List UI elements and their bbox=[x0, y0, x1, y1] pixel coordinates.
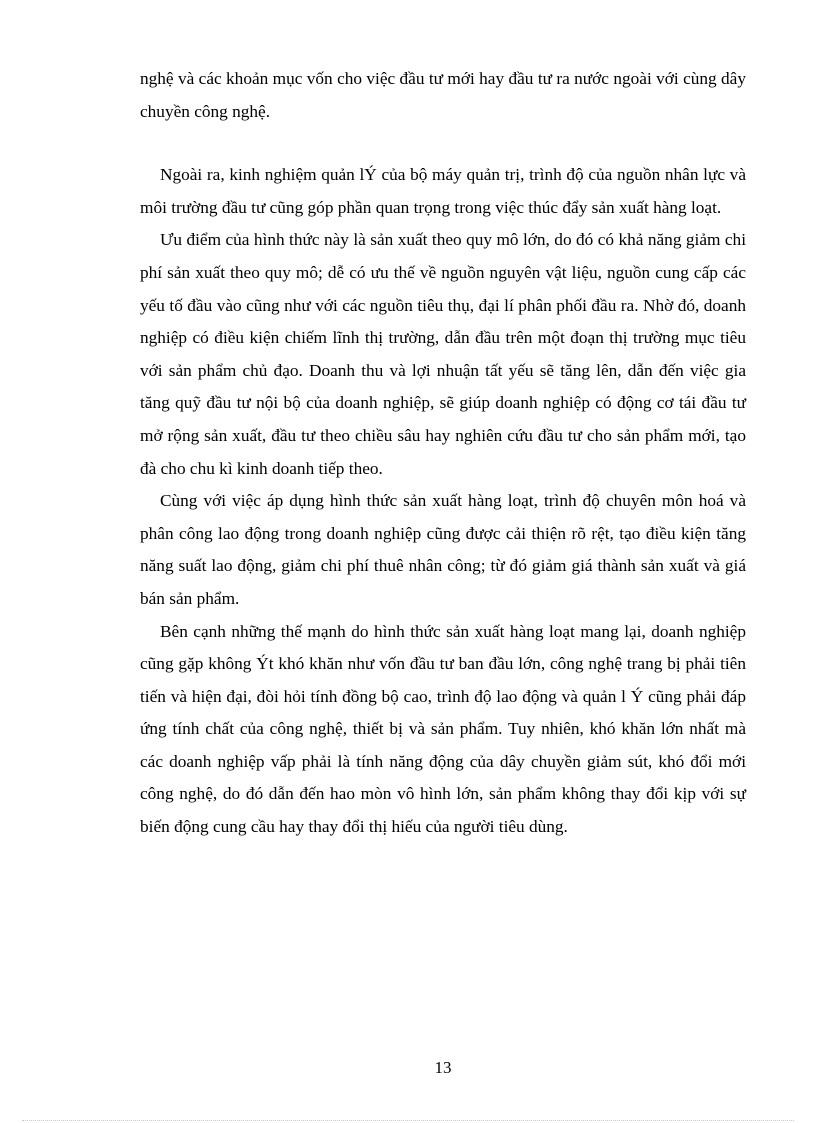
page-number: 13 bbox=[434, 1058, 452, 1077]
paragraph-difficulties: Bên cạnh những thế mạnh do hình thức sản xuất hàng loạt mang lại, doanh nghiệp cũng gặp không Ýt khó khăn như vốn đầu tư ban đầu lớn, công nghệ trang bị phải tiên tiến và hiện đại, đòi hỏi tính đồng bộ cao, trình độ lao động và quản l Ý cũng phải đáp ứng tính chất của công nghệ, thiết bị và sản phẩm. Tuy nhiên, khó khăn lớn nhất mà các doanh nghiệp vấp phải là tính năng động của dây chuyền giảm sút, khó đổi mới công nghệ, do đó dẫn đến hao mòn vô hình lớn, sản phẩm không thay đổi kịp với sự biến động cung cầu hay thay đổi thị hiếu của người tiêu dùng. bbox=[140, 621, 746, 837]
paragraph-specialization: Cùng với việc áp dụng hình thức sản xuất hàng loạt, trình độ chuyên môn hoá và phân công lao động trong doanh nghiệp cũng được cải thiện rõ rệt, tạo điều kiện tăng năng suất lao động, giảm chi phí thuê nhân công; từ đó giảm giá thành sản xuất và giá bán sản phẩm. bbox=[140, 491, 746, 608]
body-text bbox=[140, 63, 746, 844]
paragraph-management-experience: Ngoài ra, kinh nghiệm quản lÝ của bộ máy quản trị, trình độ của nguồn nhân lực và môi trường đầu tư cũng góp phần quan trọng trong việc thúc đẩy sản xuất hàng loạt. bbox=[140, 165, 746, 217]
paragraph-advantages: Ưu điểm của hình thức này là sản xuất theo quy mô lớn, do đó có khả năng giảm chi phí sản xuất theo quy mô; dễ có ưu thế về nguồn nguyên vật liệu, nguồn cung cấp các yếu tố đầu vào cũng như với các nguồn tiêu thụ, đại lí phân phối đầu ra. Nhờ đó, doanh nghiệp có điều kiện chiếm lĩnh thị trường, dẫn đầu trên một đoạn thị trường mục tiêu với sản phẩm chủ đạo. Doanh thu và lợi nhuận tất yếu sẽ tăng lên, dẫn đến việc gia tăng quỹ đầu tư nội bộ của doanh nghiệp, sẽ giúp doanh nghiệp có động cơ tái đầu tư mở rộng sản xuất, đầu tư theo chiều sâu hay nghiên cứu đầu tư cho sản phẩm mới, tạo đà cho chu kì kinh doanh tiếp theo. bbox=[140, 230, 746, 478]
paragraph-continuation: nghệ và các khoản mục vốn cho việc đầu tư mới hay đầu tư ra nước ngoài với cùng dây chuyền công nghệ. bbox=[140, 69, 746, 121]
page-bottom-divider bbox=[22, 1120, 794, 1121]
